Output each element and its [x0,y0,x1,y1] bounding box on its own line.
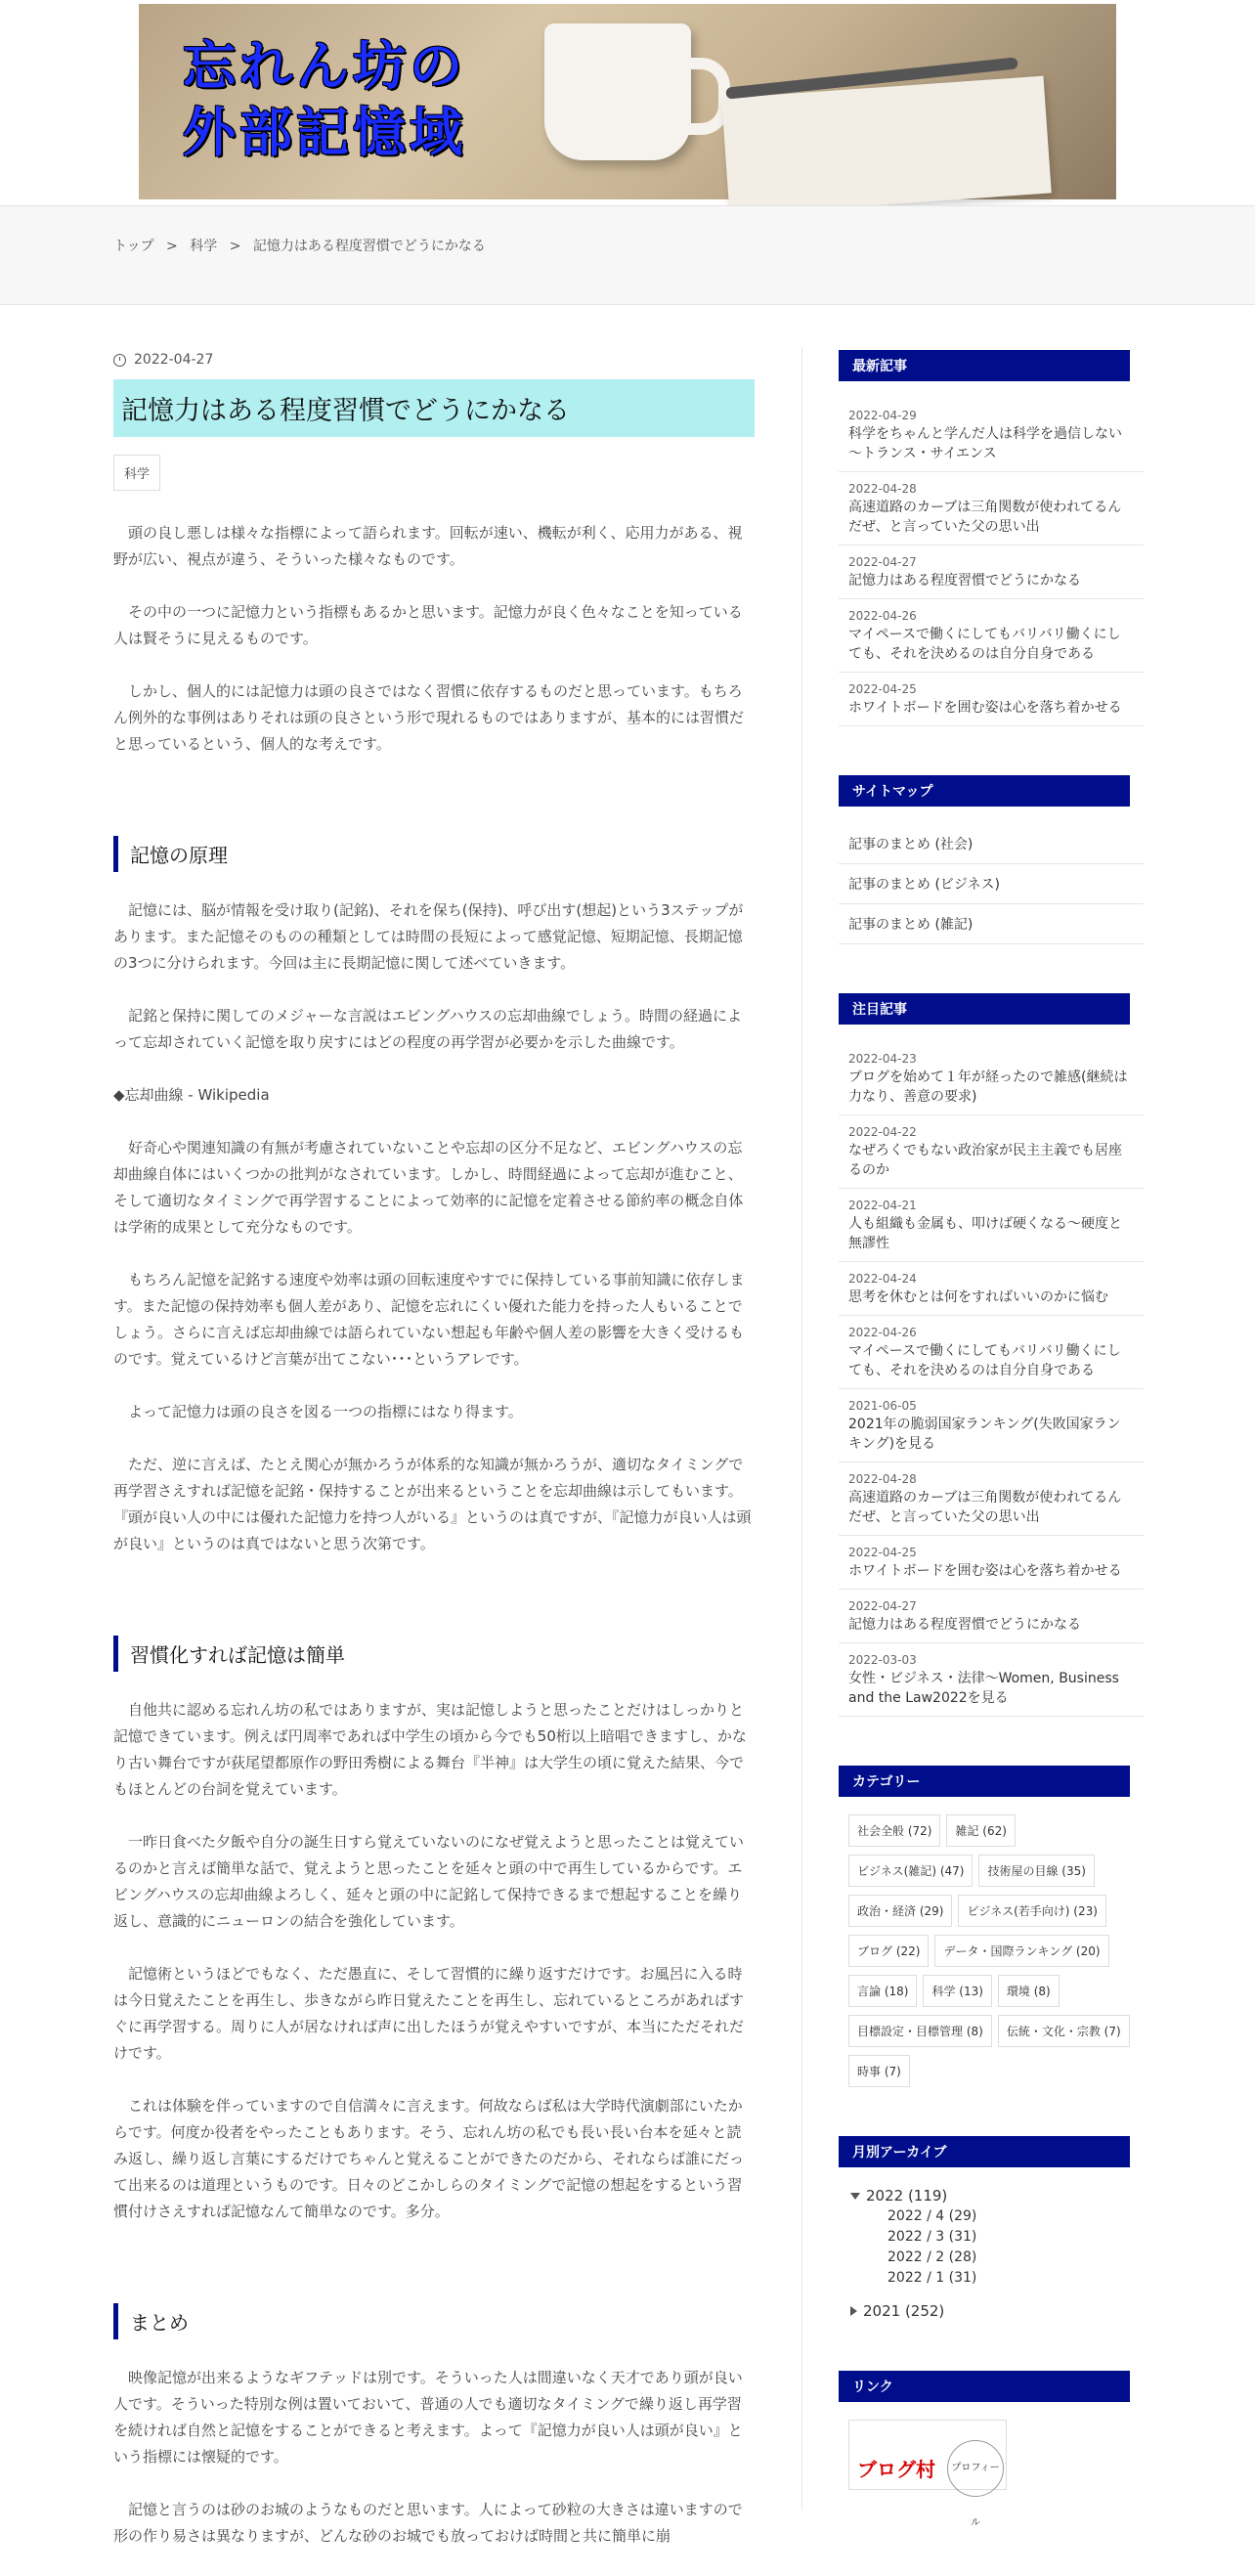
blog-title-line1: 忘れん坊の [183,35,466,97]
blogmura-banner[interactable] [848,2420,1007,2528]
post-title: 記憶力はある程度習慣でどうにかなる [113,379,755,437]
recent-post-item[interactable]: 2022-04-27 記憶力はある程度習慣でどうにかなる [839,546,1144,599]
paragraph: もちろん記憶を記銘する速度や効率は頭の回転速度やすでに保持している事前知識に依存します。また記憶の保持効率も個人差があり、記憶を忘れにくい優れた能力を持った人もいることでしょう。さらに言えば忘却曲線では語られていない想起も年齢や個人差の影響を大きく受けるものです。覚えているけど言葉が出てこない･･･というアレです。 [113,1271,745,1368]
breadcrumb-separator: > [229,239,241,254]
paragraph: 記憶には、脳が情報を受け取り(記銘)、それを保ち(保持)、呼び出す(想起)という3ステップがあります。また記憶そのものの種類としては時間の長短によって感覚記憶、短期記憶、長期記憶の3つに分けられます。今回は主に長期記憶に関して述べていきます。 [113,901,744,972]
popular-post-item[interactable]: 2022-04-27 記憶力はある程度習慣でどうにかなる [839,1590,1144,1643]
category-chip[interactable]: 社会全般 (72) [848,1814,940,1847]
category-chip[interactable]: 科学 (13) [923,1975,991,2007]
widget-title-popular: 注目記事 [839,993,1130,1025]
caret-down-icon [850,2193,860,2200]
paragraph: 映像記憶が出来るようなギフテッドは別です。そういった人は間違いなく天才であり頭が良い人です。そういった特別な例は置いておいて、普通の人でも適切なタイミングで繰り返し再学習を続ければ自然と記憶をすることができると考えます。よって『記憶力が良い人は頭が良い』という指標には懐疑的です。 [113,2369,743,2466]
recent-post-item[interactable]: 2022-04-29 科学をちゃんと学んだ人は科学を過信しない～トランス・サイエンス [839,399,1144,472]
archive-month[interactable]: 2022 / 3 (31) [887,2229,977,2245]
section-heading: 記憶の原理 [113,836,755,872]
popular-post-item[interactable]: 2022-04-24 思考を休むとは何をすればいいのかに悩む [839,1262,1144,1316]
widget-title-recent: 最新記事 [839,350,1130,381]
article-body [113,520,755,2550]
post-date [113,352,755,368]
coffee-cup-graphic [544,23,691,160]
paragraph: よって記憶力は頭の良さを図る一つの指標にはなり得ます。 [128,1403,523,1420]
widget-title-sitemap: サイトマップ [839,775,1130,807]
caret-right-icon [850,2306,857,2316]
paragraph: これは体験を伴っていますので自信満々に言えます。何故ならば私は大学時代演劇部にいたからです。何度か役者をやったこともあります。そう、忘れん坊の私でも長い長い台本を延々と読み返し、繰り返し言葉にするだけでちゃんと覚えることができたのだから、それならば誰にだって出来るのは道理というものです。日々のどこかしらのタイミングで記憶の想起をするという習慣付けさえすれば記憶なんて簡単なのです。多分。 [113,2097,745,2220]
category-chip[interactable]: 目標設定・目標管理 (8) [848,2015,992,2047]
archive-year-2022[interactable]: 2022 (119) [850,2185,1144,2206]
recent-post-item[interactable]: 2022-04-25 ホワイトボードを囲む姿は心を落ち着かせる [839,673,1144,726]
popular-post-item[interactable]: 2021-06-05 2021年の脆弱国家ランキング(失敗国家ランキング)を見る [839,1389,1144,1463]
category-chip[interactable]: 時事 (7) [848,2055,910,2087]
category-chip[interactable]: 環境 (8) [998,1975,1060,2007]
widget-title-links: リンク [839,2371,1130,2402]
post-date-text: 2022-04-27 [134,352,214,368]
paragraph: 自他共に認める忘れん坊の私ではありますが、実は記憶しようと思ったことだけはしっかりと記憶できています。例えば円周率であれば中学生の頃から今でも50桁以上暗唱できますし、かなり古い舞台ですが荻尾望都原作の野田秀樹による舞台『半神』は大学生の頃に覚えた結果、今でもほとんどの台詞を覚えています。 [113,1701,747,1798]
category-chip[interactable]: データ・国際ランキング (20) [934,1935,1108,1967]
popular-post-item[interactable]: 2022-04-25 ホワイトボードを囲む姿は心を落ち着かせる [839,1536,1144,1590]
category-chip[interactable]: ブログ (22) [848,1935,929,1967]
blog-title[interactable] [183,33,466,166]
popular-post-item[interactable]: 2022-04-23 ブログを始めて１年が経ったので雑感(継続は力なり、善意の要求) [839,1042,1144,1115]
monthly-archive [839,2185,1144,2322]
profile-badge: プロフィール [947,2440,1004,2497]
archive-month[interactable]: 2022 / 4 (29) [887,2208,977,2224]
category-chip[interactable]: 伝統・文化・宗教 (7) [998,2015,1130,2047]
popular-posts-list [839,1042,1144,1717]
section-heading: 習慣化すれば記憶は簡単 [113,1636,755,1672]
category-chip[interactable]: 雑記 (62) [946,1814,1015,1847]
clock-icon [113,354,126,367]
breadcrumb-category[interactable]: 科学 [190,239,218,254]
popular-post-item[interactable]: 2022-04-21 人も組織も金属も、叩けば硬くなる～硬度と無謬性 [839,1189,1144,1262]
blog-title-line2: 外部記憶域 [183,102,466,163]
column-divider [801,347,802,2511]
section-heading: まとめ [113,2303,755,2339]
popular-post-item[interactable]: 2022-03-03 女性・ビジネス・法律～Women, Business and the Law2022を見る [839,1643,1144,1717]
category-chip[interactable]: ビジネス(若手向け) (23) [958,1895,1105,1927]
category-chip[interactable]: 言論 (18) [848,1975,917,2007]
paragraph: 記銘と保持に関してのメジャーな言説はエビングハウスの忘却曲線でしょう。時間の経過によって忘却されていく記憶を取り戻すにはどの程度の再学習が必要かを示した曲線です。 [113,1007,743,1051]
archive-year-2021[interactable]: 2021 (252) [850,2300,1144,2322]
paragraph: 好奇心や関連知識の有無が考慮されていないことや忘却の区分不足など、エビングハウスの忘却曲線自体にはいくつかの批判がなされています。しかし、時間経過によって忘却が進むこと、そして適切なタイミングで再学習することによって効率的に記憶を定着させる節約率の概念自体は学術的成果として充分なものです。 [113,1139,744,1236]
popular-post-item[interactable]: 2022-04-22 なぜろくでもない政治家が民主主義でも居座るのか [839,1115,1144,1189]
sitemap-item[interactable]: 記事のまとめ (雑記) [839,904,1144,944]
category-cloud [839,1814,1142,2087]
breadcrumb [113,236,494,255]
archive-month[interactable]: 2022 / 1 (31) [887,2270,977,2286]
recent-post-item[interactable]: 2022-04-28 高速道路のカーブは三角関数が使われてるんだぜ、と言っていた父の思い出 [839,472,1144,546]
breadcrumb-home[interactable]: トップ [113,239,154,254]
popular-post-item[interactable]: 2022-04-26 マイペースで働くにしてもバリバリ働くにしても、それを決めるのは自分自身である [839,1316,1144,1389]
blogmura-logo: ブログ村 [857,2458,935,2481]
recent-post-item[interactable]: 2022-04-26 マイペースで働くにしてもバリバリ働くにしても、それを決めるのは自分自身である [839,599,1144,673]
sitemap-item[interactable]: 記事のまとめ (ビジネス) [839,864,1144,904]
wikipedia-link[interactable]: ◆忘却曲線 - Wikipedia [113,1086,270,1104]
breadcrumb-bar [0,205,1255,305]
paragraph: ただ、逆に言えば、たとえ関心が無かろうが体系的な知識が無かろうが、適切なタイミングで再学習さえすれば記憶を記銘・保持することが出来るということを忘却曲線は示してもいます。『頭が良い人の中には優れた記憶力を持つ人がいる』というのは真ですが、『記憶力が良い人は頭が良い』というのは真ではないと思う次第です。 [113,1456,752,1552]
category-chip[interactable]: 技術屋の目線 (35) [978,1855,1094,1887]
paragraph: 記憶術というほどでもなく、ただ愚直に、そして習慣的に繰り返すだけです。お風呂に入る時は今日覚えたことを再生し、歩きながら昨日覚えたことを再生し、忘れているところがあればすぐに再学習する。周りに人が居なければ声に出したほうが覚えやすいですが、本当にただそれだけです。 [113,1965,745,2062]
breadcrumb-current: 記憶力はある程度習慣でどうにかなる [252,239,486,254]
paragraph: その中の一つに記憶力という指標もあるかと思います。記憶力が良く色々なことを知っている人は賢そうに見えるものです。 [113,603,743,647]
category-chip[interactable]: 政治・経済 (29) [848,1895,952,1927]
sitemap-item[interactable]: 記事のまとめ (社会) [839,824,1144,864]
paragraph: 一昨日食べた夕飯や自分の誕生日すら覚えていないのになぜ覚えようと思ったことは覚えているのかと言えば簡単な話で、覚えようと思ったことを延々と頭の中で再生しているからです。エビングハウスの忘却曲線よろしく、延々と頭の中に記銘して保持できるまで想起することを繰り返し、意識的にニューロンの結合を強化しています。 [113,1833,745,1930]
site-header [0,0,1255,205]
recent-posts-list [839,399,1144,726]
paragraph: 頭の良し悪しは様々な指標によって語られます。回転が速い、機転が利く、応用力がある、視野が広い、視点が違う、そういった様々なものです。 [113,524,743,568]
sidebar [839,350,1144,2528]
paragraph: しかし、個人的には記憶力は頭の良さではなく習慣に依存するものだと思っています。もちろん例外的な事例はありそれは頭の良さという形で現れるものではありますが、基本的には習慣だと思っているという、個人的な考えです。 [113,682,745,753]
article [113,342,755,2576]
paragraph: 記憶と言うのは砂のお城のようなものだと思います。人によって砂粒の大きさは違いますので形の作り易さは異なりますが、どんな砂のお城でも放っておけば時間と共に簡単に崩 [113,2501,743,2545]
header-banner-image[interactable] [139,4,1116,199]
widget-title-category: カテゴリー [839,1766,1130,1797]
popular-post-item[interactable]: 2022-04-28 高速道路のカーブは三角関数が使われてるんだぜ、と言っていた父の思い出 [839,1463,1144,1536]
category-tag[interactable]: 科学 [113,455,160,491]
breadcrumb-separator: > [166,239,178,254]
widget-title-archive: 月別アーカイブ [839,2136,1130,2167]
notepad-graphic [721,76,1052,216]
category-chip[interactable]: ビジネス(雑記) (47) [848,1855,973,1887]
archive-month[interactable]: 2022 / 2 (28) [887,2249,977,2265]
sitemap-list [839,824,1144,944]
